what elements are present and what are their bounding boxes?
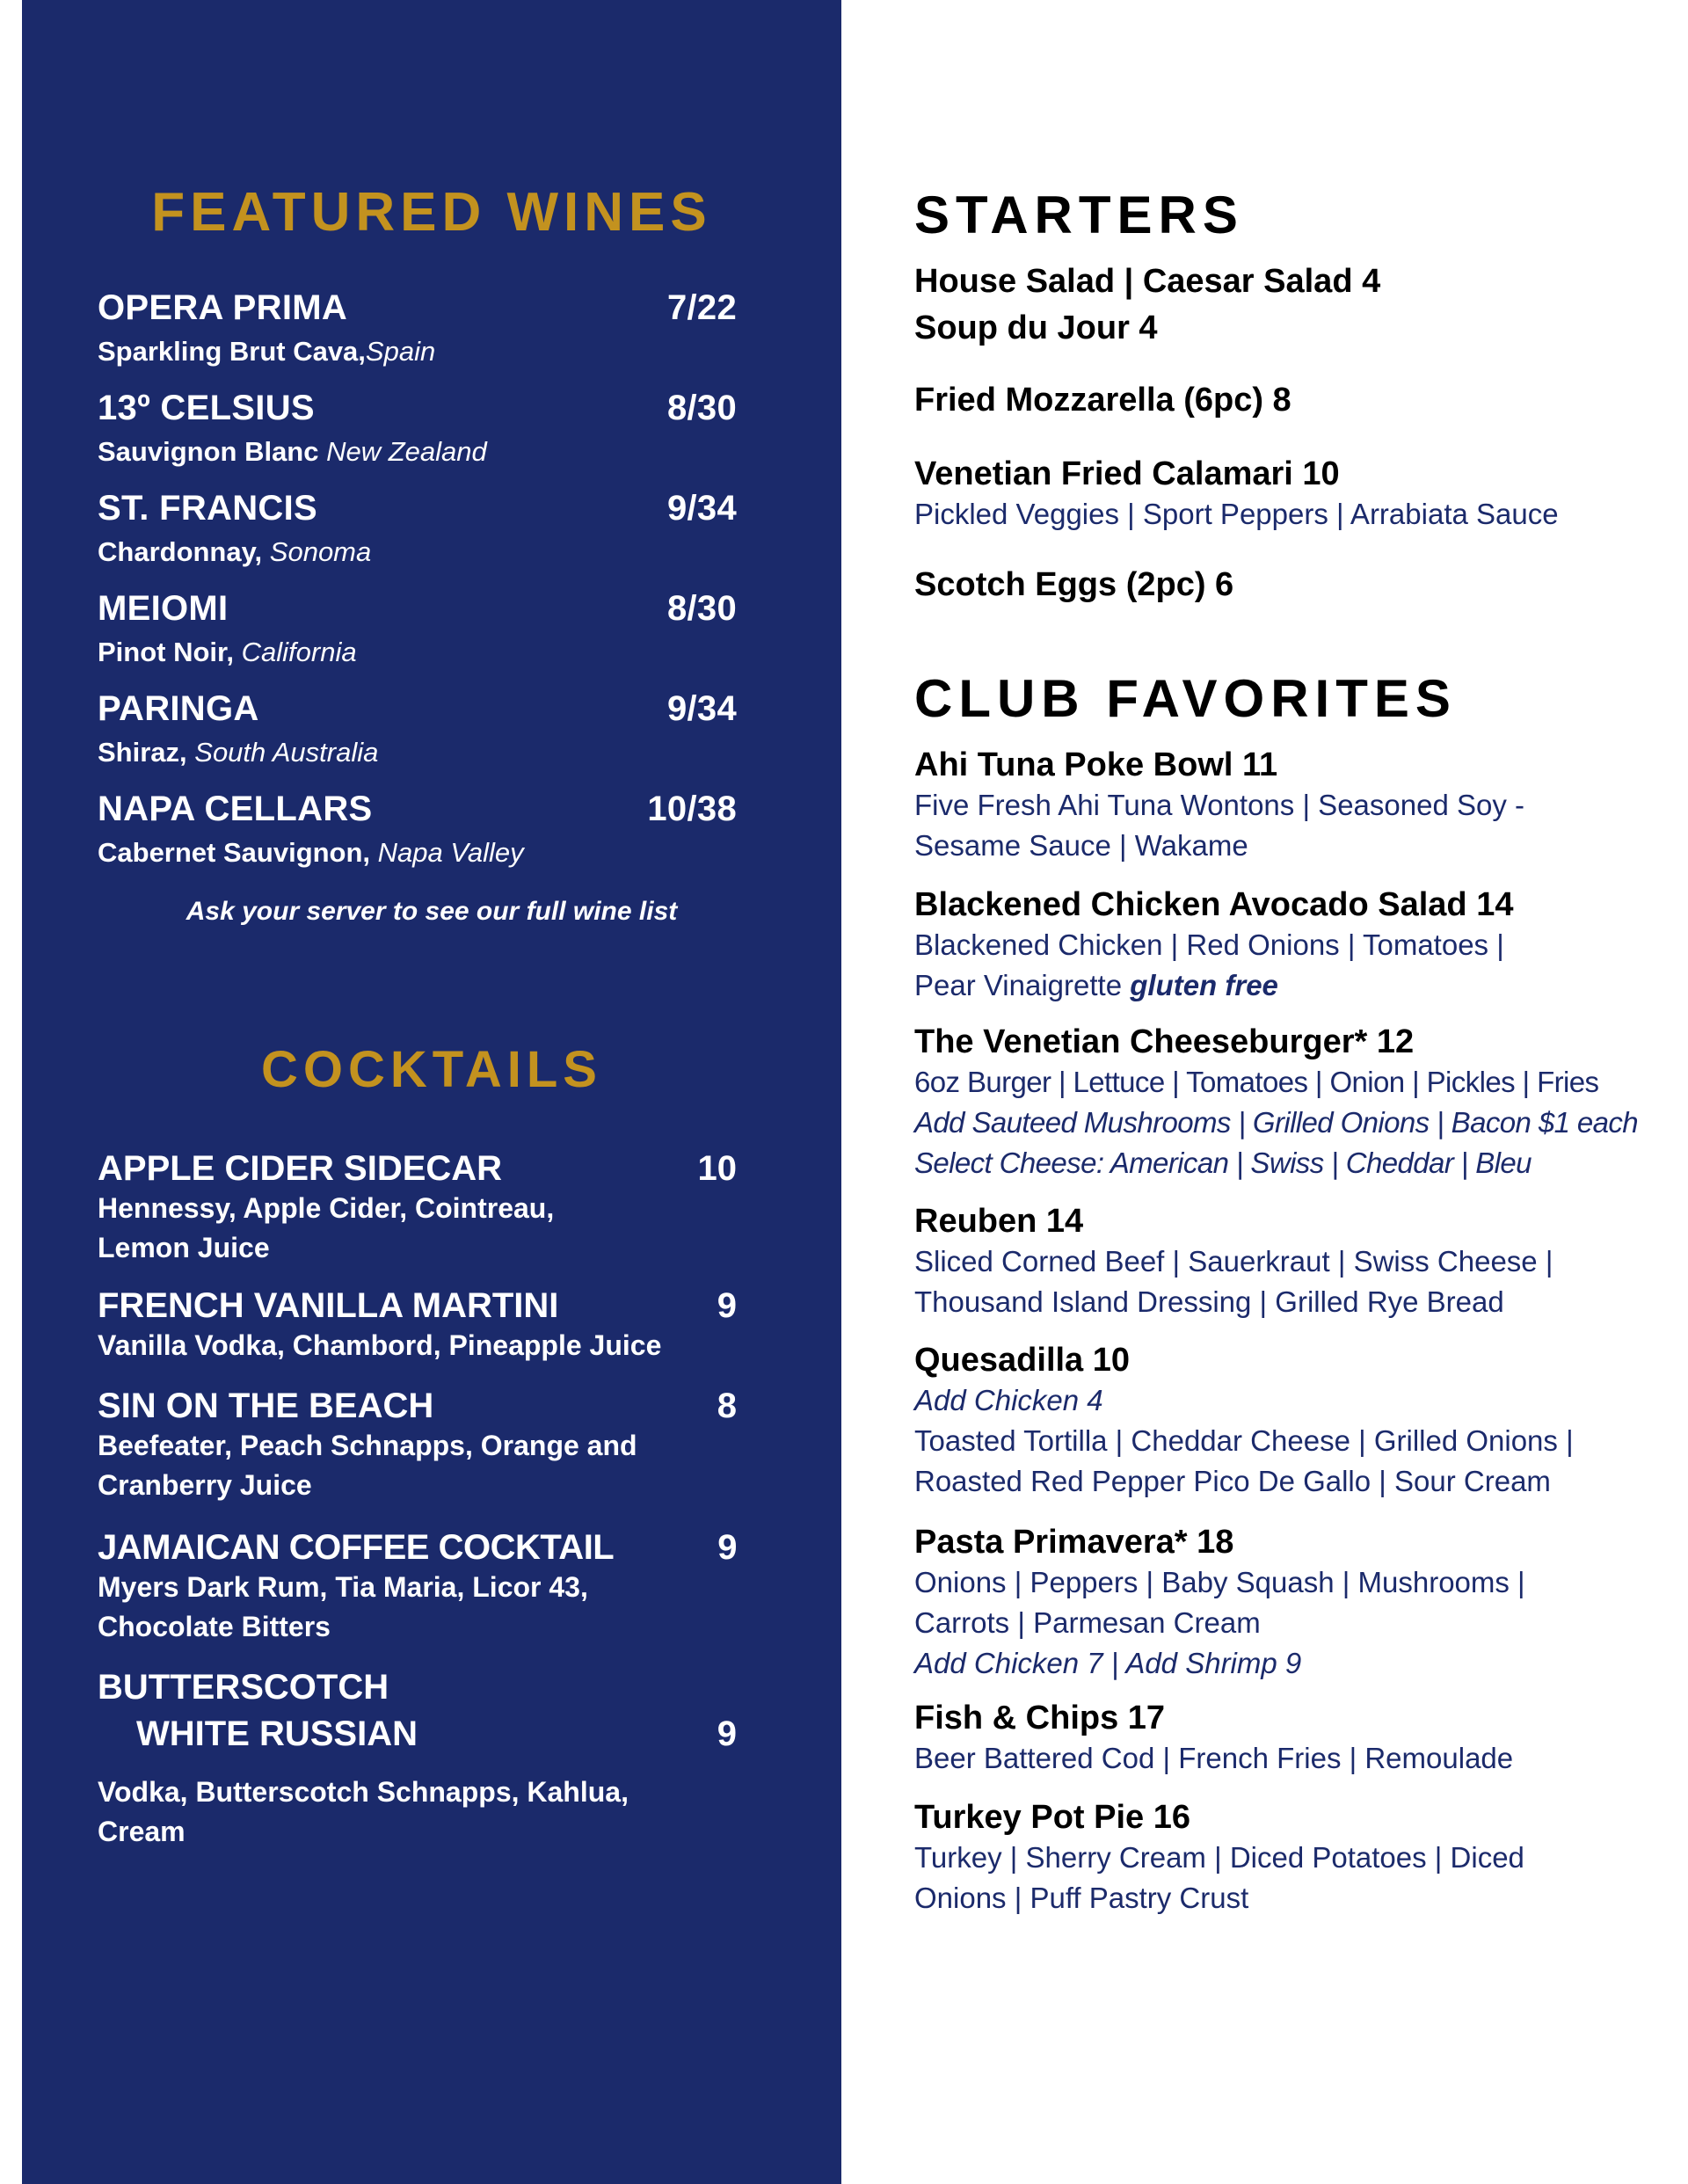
wine-item-title	[98, 290, 737, 325]
wine-item-title	[98, 591, 737, 626]
wine-name: MEIOMI	[98, 589, 229, 628]
wine-name: OPERA PRIMA	[98, 288, 348, 327]
wine-varietal: Chardonnay,	[98, 536, 270, 567]
cocktail-price: 10	[697, 1149, 737, 1188]
cocktail-description: Vanilla Vodka, Chambord, Pineapple Juice	[98, 1329, 662, 1361]
club-favorites-heading: CLUB FAVORITES	[914, 669, 1457, 728]
wine-description	[98, 338, 435, 365]
wine-price: 9/34	[666, 689, 737, 728]
cocktail-item-title	[98, 1388, 737, 1423]
favorite-item-title: Quesadilla 10	[914, 1342, 1131, 1379]
cocktail-item-title	[98, 1151, 737, 1186]
wine-varietal: Pinot Noir,	[98, 637, 242, 667]
wine-name: ST. FRANCIS	[98, 489, 317, 528]
wine-name: PARINGA	[98, 689, 259, 728]
wine-price: 8/30	[666, 389, 737, 427]
gluten-free-tag: gluten free	[1130, 969, 1278, 1001]
cocktail-description: Beefeater, Peach Schnapps, Orange and Cranberry Juice	[98, 1430, 637, 1501]
wine-item-title	[98, 791, 737, 826]
favorite-item-description: 6oz Burger | Lettuce | Tomatoes | Onion | Pickles | Fries Add Sauteed Mushrooms | Grilled Onions | Bacon $1 each Select Cheese: American | Swiss | Cheddar | Bleu	[914, 1066, 1639, 1179]
featured-wines-heading: FEATURED WINES	[151, 182, 712, 243]
starter-item-title: Scotch Eggs (2pc) 6	[914, 566, 1234, 603]
wine-varietal: Shiraz,	[98, 737, 195, 768]
cocktail-price: 8	[717, 1387, 737, 1425]
favorite-item-description: Turkey | Sherry Cream | Diced Potatoes | Diced Onions | Puff Pastry Crust	[914, 1841, 1524, 1914]
wine-varietal: Cabernet Sauvignon,	[98, 837, 378, 868]
wine-name: NAPA CELLARS	[98, 790, 373, 828]
wine-price: 9/34	[666, 489, 737, 528]
starter-item-title: House Salad | Caesar Salad 4	[914, 263, 1381, 300]
wine-name: 13º CELSIUS	[98, 389, 315, 427]
cocktail-name: SIN ON THE BEACH	[98, 1387, 434, 1425]
favorite-item-title: Fish & Chips 17	[914, 1700, 1166, 1736]
wine-price: 8/30	[666, 589, 737, 628]
cocktail-description: Hennessy, Apple Cider, Cointreau, Lemon Juice	[98, 1192, 555, 1263]
wine-item-title	[98, 691, 737, 726]
wine-region: Spain	[365, 336, 436, 367]
cocktail-description: Myers Dark Rum, Tia Maria, Licor 43, Chocolate Bitters	[98, 1571, 588, 1642]
wine-item-title	[98, 491, 737, 526]
cocktail-price: 9	[717, 1528, 737, 1567]
starter-item-title: Venetian Fried Calamari 10	[914, 455, 1340, 492]
cocktail-name: JAMAICAN COFFEE COCKTAIL	[98, 1528, 615, 1567]
starter-item-title: Soup du Jour 4	[914, 309, 1158, 346]
cocktail-name-line1: BUTTERSCOTCH	[98, 1668, 389, 1707]
wine-region: South Australia	[194, 737, 379, 768]
wine-description	[98, 538, 371, 565]
cocktail-item-title	[98, 1670, 737, 1705]
starter-item-title: Fried Mozzarella (6pc) 8	[914, 382, 1291, 419]
favorite-item-description: Five Fresh Ahi Tuna Wontons | Seasoned Soy - Sesame Sauce | Wakame	[914, 789, 1524, 862]
wine-description	[98, 839, 524, 866]
wine-description	[98, 739, 378, 766]
cocktail-price: 9	[717, 1714, 737, 1753]
favorite-item-description: Sliced Corned Beef | Sauerkraut | Swiss Cheese | Thousand Island Dressing | Grilled Rye Bread	[914, 1245, 1553, 1318]
favorite-item-title: Turkey Pot Pie 16	[914, 1799, 1190, 1836]
favorite-item-description: Add Chicken 4 Toasted Tortilla | Cheddar Cheese | Grilled Onions | Roasted Red Pepper Pico De Gallo | Sour Cream	[914, 1384, 1574, 1497]
starter-item-description: Pickled Veggies | Sport Peppers | Arrabiata Sauce	[914, 498, 1559, 530]
wine-price: 10/38	[647, 790, 737, 828]
favorite-item-description: Onions | Peppers | Baby Squash | Mushrooms | Carrots | Parmesan Cream Add Chicken 7 | Add Shrimp 9	[914, 1566, 1525, 1679]
wine-price: 7/22	[666, 288, 737, 327]
favorite-item-title: Reuben 14	[914, 1203, 1084, 1240]
starters-heading: STARTERS	[914, 186, 1244, 244]
favorite-item-description: Blackened Chicken | Red Onions | Tomatoes | Pear Vinaigrette gluten free	[914, 928, 1504, 1001]
cocktail-price: 9	[717, 1286, 737, 1325]
cocktail-name: FRENCH VANILLA MARTINI	[98, 1286, 559, 1325]
cocktail-description: Vodka, Butterscotch Schnapps, Kahlua, Cream	[98, 1776, 629, 1847]
cocktail-item-title-line2	[98, 1716, 737, 1751]
cocktail-item-title	[98, 1288, 737, 1323]
cocktail-item-title	[98, 1530, 737, 1565]
wine-region: New Zealand	[326, 436, 487, 467]
favorite-item-title: Pasta Primavera* 18	[914, 1524, 1234, 1561]
favorite-item-title: The Venetian Cheeseburger* 12	[914, 1023, 1415, 1060]
favorite-item-title: Blackened Chicken Avocado Salad 14	[914, 886, 1514, 923]
wine-region: Sonoma	[269, 536, 372, 567]
cocktail-name-line2: WHITE RUSSIAN	[136, 1714, 418, 1753]
cocktails-heading: COCKTAILS	[260, 1041, 602, 1098]
wine-item-title	[98, 390, 737, 426]
favorite-item-title: Ahi Tuna Poke Bowl 11	[914, 746, 1278, 783]
wine-description	[98, 638, 357, 666]
cocktail-name: APPLE CIDER SIDECAR	[98, 1149, 503, 1188]
wine-list-note: Ask your server to see our full wine list	[186, 897, 678, 926]
wine-region: Napa Valley	[377, 837, 524, 868]
wine-description	[98, 438, 487, 465]
wine-region: California	[241, 637, 357, 667]
wine-varietal: Sparkling Brut Cava,	[98, 336, 366, 367]
wine-varietal: Sauvignon Blanc	[98, 436, 327, 467]
favorite-item-description: Beer Battered Cod | French Fries | Remoulade	[914, 1742, 1514, 1774]
